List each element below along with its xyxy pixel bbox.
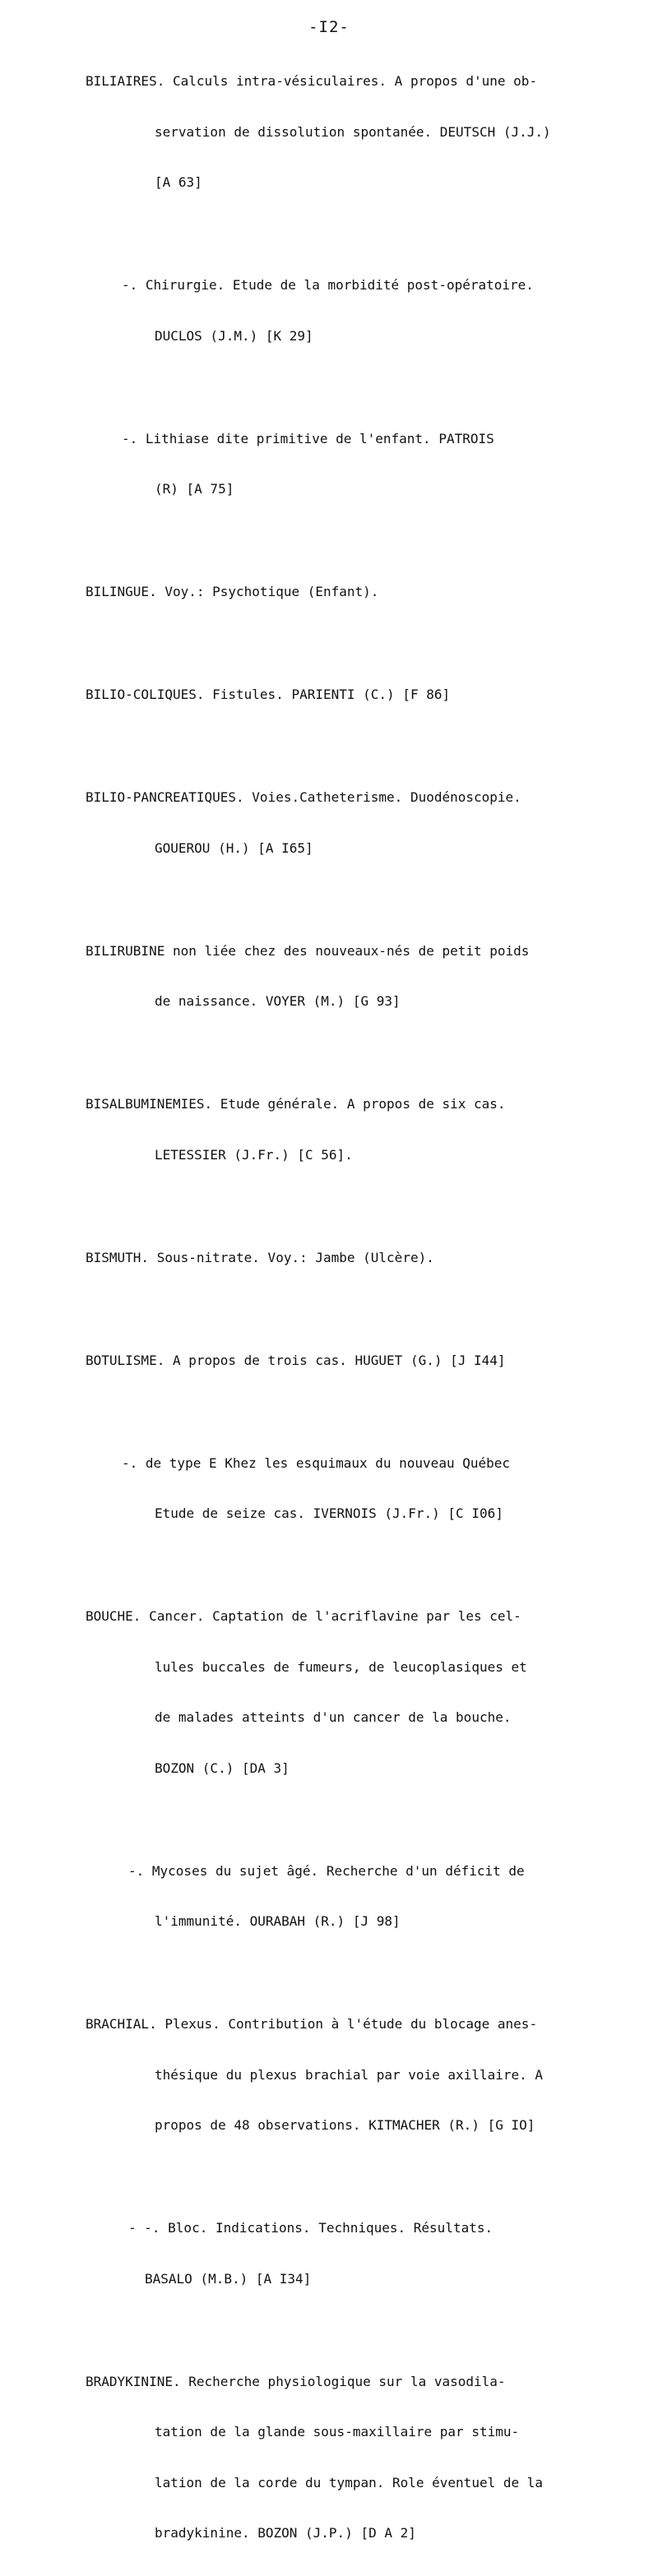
entry-line: Etude de seize cas. IVERNOIS (J.Fr.) [C I06] [155, 1505, 503, 1521]
index-subentry-lithiase [86, 397, 612, 532]
index-entry-bilingue [86, 550, 612, 635]
entry-line: BRADYKININE. Recherche physiologique sur la vasodila- [86, 2373, 506, 2389]
entry-line: GOUEROU (H.) [A I65] [155, 839, 313, 856]
entry-line: LETESSIER (J.Fr.) [C 56]. [155, 1146, 353, 1163]
entry-line: thésique du plexus brachial par voie axillaire. A [155, 2066, 544, 2083]
entry-line: l'immunité. OURABAH (R.) [J 98] [155, 1913, 401, 1929]
index-entry-bismuth [86, 1216, 612, 1301]
entry-line: [A 63] [155, 174, 202, 190]
entry-line: BILIRUBINE non liée chez des nouveaux-nés de petit poids [86, 942, 530, 959]
entry-line: lules buccales de fumeurs, de leucoplasiques et [155, 1658, 527, 1675]
index-entry-biliaires [86, 39, 612, 225]
index-subentry-chirurgie [86, 243, 612, 378]
index-entry-bilio-coliques [86, 653, 612, 738]
entry-line: servation de dissolution spontanée. DEUTSCH (J.J.) [155, 123, 551, 140]
entry-line: BISALBUMINEMIES. Etude générale. A propos de six cas. [86, 1096, 506, 1112]
entry-line: tation de la glande sous-maxillaire par stimu- [155, 2424, 520, 2440]
entry-line: bradykinine. BOZON (J.P.) [D A 2] [155, 2525, 416, 2541]
index-entry-botulisme [86, 1319, 612, 1404]
entry-line: propos de 48 observations. KITMACHER (R.) [G IO] [155, 2117, 535, 2133]
entry-line: lation de la corde du tympan. Role éventuel de la [155, 2474, 544, 2490]
entry-line: -. Mycoses du sujet âgé. Recherche d'un déficit de [128, 1862, 525, 1879]
index-entry-brachial [86, 1982, 612, 2168]
entry-line: BILINGUE. Voy.: Psychotique (Enfant). [86, 584, 379, 599]
entry-line: DUCLOS (J.M.) [K 29] [155, 327, 313, 344]
index-subentry-mycoses [86, 1829, 612, 1964]
page-number: -I2- [308, 18, 350, 36]
index-entries [86, 39, 612, 2576]
entry-line: BILIO-PANCREATIQUES. Voies.Catheterisme. Duodénoscopie. [86, 789, 521, 805]
index-entry-bouche [86, 1575, 612, 1811]
index-entry-bilirubine [86, 909, 612, 1044]
entry-line: -. Chirurgie. Etude de la morbidité post-opératoire. [122, 277, 534, 293]
entry-line: BOUCHE. Cancer. Captation de l'acriflavine par les cel- [86, 1608, 521, 1624]
entry-line: (R) [A 75] [155, 481, 234, 497]
entry-line: de naissance. VOYER (M.) [G 93] [155, 993, 401, 1009]
entry-line: BILIO-COLIQUES. Fistules. PARIENTI (C.) [F 86] [86, 687, 451, 702]
entry-line: - -. Bloc. Indications. Techniques. Résultats. [128, 2220, 494, 2236]
entry-line: de malades atteints d'un cancer de la bouche. [155, 1709, 512, 1725]
entry-line: BOTULISME. A propos de trois cas. HUGUET (G.) [J I44] [86, 1352, 506, 1368]
entry-line: BASALO (M.B.) [A I34] [145, 2270, 312, 2287]
entry-line: BRACHIAL. Plexus. Contribution à l'étude du blocage anes- [86, 2016, 538, 2032]
entry-line: BOZON (C.) [DA 3] [155, 1760, 290, 1776]
index-entry-bradykinine [86, 2340, 612, 2576]
entry-line: BILIAIRES. Calculs intra-vésiculaires. A propos d'une ob- [86, 73, 538, 89]
index-entry-bisalbuminemies [86, 1062, 612, 1197]
index-entry-bilio-pancreatiques [86, 756, 612, 890]
entry-line: BISMUTH. Sous-nitrate. Voy.: Jambe (Ulcère). [86, 1249, 434, 1265]
entry-line: -. Lithiase dite primitive de l'enfant. PATROIS [122, 430, 494, 446]
entry-line: -. de type E Khez les esquimaux du nouveau Québec [122, 1454, 511, 1471]
index-subentry-type-e [86, 1422, 612, 1556]
index-subentry-bloc [86, 2186, 612, 2321]
